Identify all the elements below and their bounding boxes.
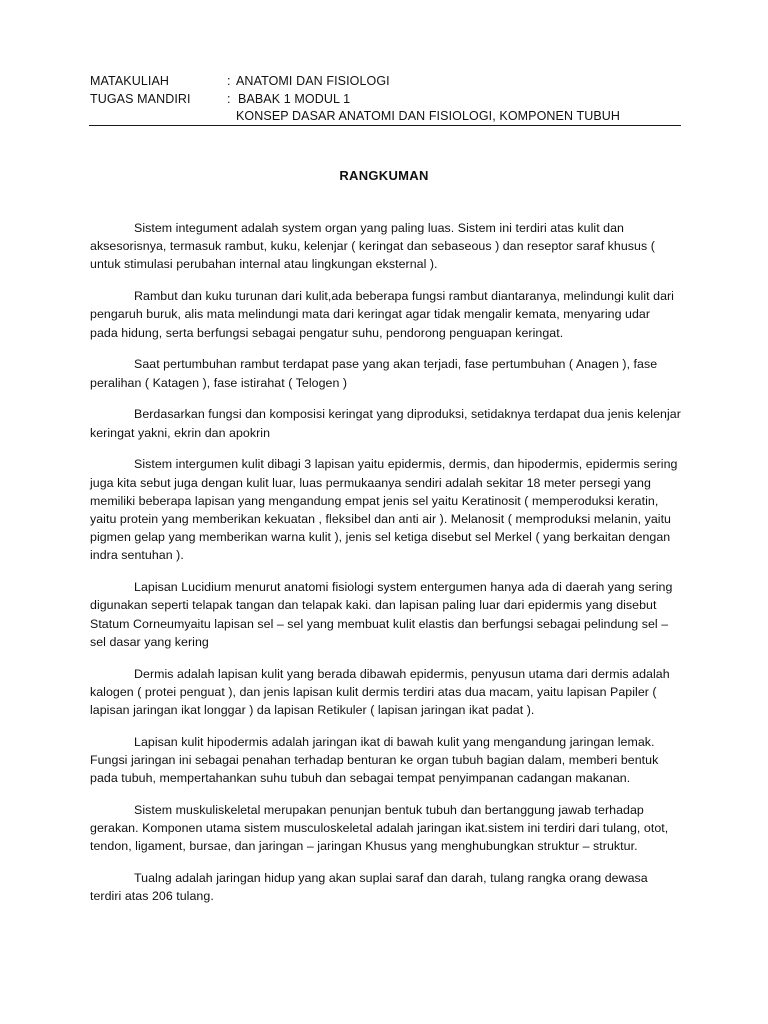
page-title: RANGKUMAN <box>339 168 429 183</box>
paragraph: Sistem muskuliskeletal merupakan penunjan bentuk tubuh dan bertanggung jawab terhadap gerakan. Komponen utama sistem musculoskeletal adalah jaringan ikat.sistem ini terdiri dari tulang, otot, tendon, ligament, bursae, dan jaringan – jaringan Khusus yang menghubungkan struktur – struktur. <box>90 803 669 854</box>
task-separator: : <box>227 92 231 106</box>
paragraph: Berdasarkan fungsi dan komposisi keringat yang diproduksi, setidaknya terdapat dua jenis kelenjar keringat yakni, ekrin dan apokrin <box>90 407 681 440</box>
paragraph: Saat pertumbuhan rambut terdapat pase yang akan terjadi, fase pertumbuhan ( Anagen ), fase peralihan ( Katagen ), fase istirahat ( Telogen ) <box>90 357 658 390</box>
paragraph: Rambut dan kuku turunan dari kulit,ada beberapa fungsi rambut diantaranya, melindungi kulit dari pengaruh buruk, alis mata melindungi mata dari keringat agar tidak mengalir kemata, menyaring udar pada hidung, serta berfungsi sebagai pengatur suhu, pendorong penguapan keringat. <box>90 289 674 340</box>
paragraph: Lapisan Lucidium menurut anatomi fisiologi system entergumen hanya ada di daerah yang sering digunakan seperti telapak tangan dan telapak kaki. dan lapisan paling luar dari epidermis yang disebut Statum Corneumyaitu lapisan sel – sel yang membuat kulit elastis dan berfungsi sebagai pelindung sel – sel dasar yang kering <box>90 580 673 649</box>
course-label: MATAKULIAH <box>90 74 170 88</box>
paragraph: Lapisan kulit hipodermis adalah jaringan ikat di bawah kulit yang mengandung jaringan lemak. Fungsi jaringan ini sebagai penahan terhadap benturan ke organ tubuh bagian dalam, memberi bentuk pada tubuh, mempertahankan suhu tubuh dan sebagai tempat penyimpanan cadangan makanan. <box>90 734 659 786</box>
paragraph: Dermis adalah lapisan kulit yang berada dibawah epidermis, penyusun utama dari dermis adalah kalogen ( protei penguat ), dan jenis lapisan kulit dermis terdiri atas dua macam, yaitu lapisan Papiler ( lapisan jaringan ikat longgar ) da lapisan Retikuler ( lapisan jaringan ikat padat ). <box>90 666 670 718</box>
course-separator: : <box>227 74 231 88</box>
task-label: TUGAS MANDIRI <box>90 92 191 106</box>
paragraph: Sistem intergumen kulit dibagi 3 lapisan yaitu epidermis, dermis, dan hipodermis, epidermis sering juga kita sebut juga dengan kulit luar, luas permukaanya sendiri adalah sekitar 18 meter persegi yang memiliki beberapa lapisan yang mengandung empat jenis sel yaitu Keratinosit ( memperoduksi keratin, yaitu protein yang memberikan kekuatan , fleksibel dan anti air ). Melanosit ( memproduksi melanin, yaitu pigmen gelap yang memberikan warna kulit ), jenis sel ketiga disebut sel Merkel ( yang berkaitan dengan indra sentuhan ). <box>90 457 678 563</box>
paragraph: Sistem integument adalah system organ yang paling luas. Sistem ini terdiri atas kulit dan aksesorisnya, termasuk rambut, kuku, kelenjar ( keringat dan sebaseous ) dan reseptor saraf khusus ( untuk stimulasi perubahan internal atau lingkungan eksternal ). <box>90 221 655 272</box>
course-value: ANATOMI DAN FISIOLOGI <box>236 74 390 88</box>
body-text <box>90 219 681 919</box>
task-value: BABAK 1 MODUL 1 <box>238 92 351 106</box>
header-divider <box>89 125 681 126</box>
paragraph: Tualng adalah jaringan hidup yang akan suplai saraf dan darah, tulang rangka orang dewasa terdiri atas 206 tulang. <box>90 871 648 904</box>
topic-value: KONSEP DASAR ANATOMI DAN FISIOLOGI, KOMPONEN TUBUH <box>236 109 621 123</box>
